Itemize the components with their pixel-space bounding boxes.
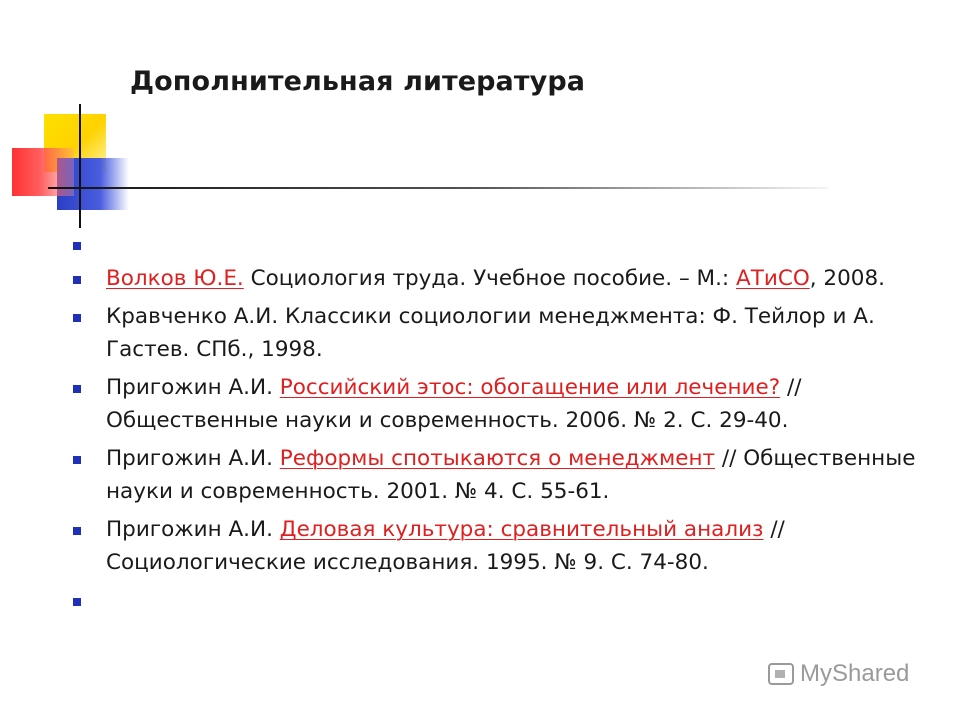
- reference-link[interactable]: Российский этос: обогащение или лечение?: [279, 375, 781, 400]
- reference-text: // Общественные науки и современность. 2001. № 4. С. 55-61.: [106, 446, 916, 504]
- myshared-logo-icon: [768, 663, 794, 685]
- decor-horizontal-line: [48, 187, 828, 189]
- reference-text: Пригожин А.И.: [106, 517, 280, 542]
- empty-list-item: [70, 584, 930, 618]
- reference-item: [70, 513, 930, 579]
- reference-text: Пригожин А.И.: [106, 446, 280, 471]
- reference-item: [70, 262, 930, 295]
- reference-list: [70, 228, 930, 618]
- slide-title: Дополнительная литература: [130, 66, 586, 97]
- reference-link[interactable]: Реформы спотыкаются о менеджмент: [279, 446, 716, 471]
- bullet-square-icon: [73, 385, 81, 393]
- reference-text: Социология труда. Учебное пособие. – М.:: [243, 266, 736, 291]
- empty-list-item: [70, 228, 930, 262]
- bullet-square-icon: [73, 527, 81, 535]
- reference-link[interactable]: Волков Ю.Е.: [106, 266, 244, 291]
- watermark-text: MyShared: [800, 660, 910, 687]
- reference-text: // Социологические исследования. 1995. № 9. С. 74-80.: [106, 517, 785, 575]
- reference-text: // Общественные науки и современность. 2006. № 2. С. 29-40.: [106, 375, 802, 433]
- reference-text: Пригожин А.И.: [106, 375, 280, 400]
- reference-text: , 2008.: [809, 266, 885, 291]
- reference-item: [70, 300, 930, 366]
- bullet-square-icon: [73, 314, 81, 322]
- reference-item: [70, 442, 930, 508]
- bullet-square-icon: [73, 242, 81, 250]
- reference-link[interactable]: АТиСО: [736, 266, 810, 291]
- watermark: [768, 660, 909, 688]
- bullet-square-icon: [73, 276, 81, 284]
- bullet-square-icon: [73, 456, 81, 464]
- reference-link[interactable]: Деловая культура: сравнительный анализ: [279, 517, 764, 542]
- reference-item: [70, 371, 930, 437]
- reference-text: Кравченко А.И. Классики социологии менеджмента: Ф. Тейлор и А. Гастев. СПб., 1998.: [106, 304, 875, 362]
- decor-vertical-line: [79, 104, 81, 228]
- bullet-square-icon: [73, 598, 81, 606]
